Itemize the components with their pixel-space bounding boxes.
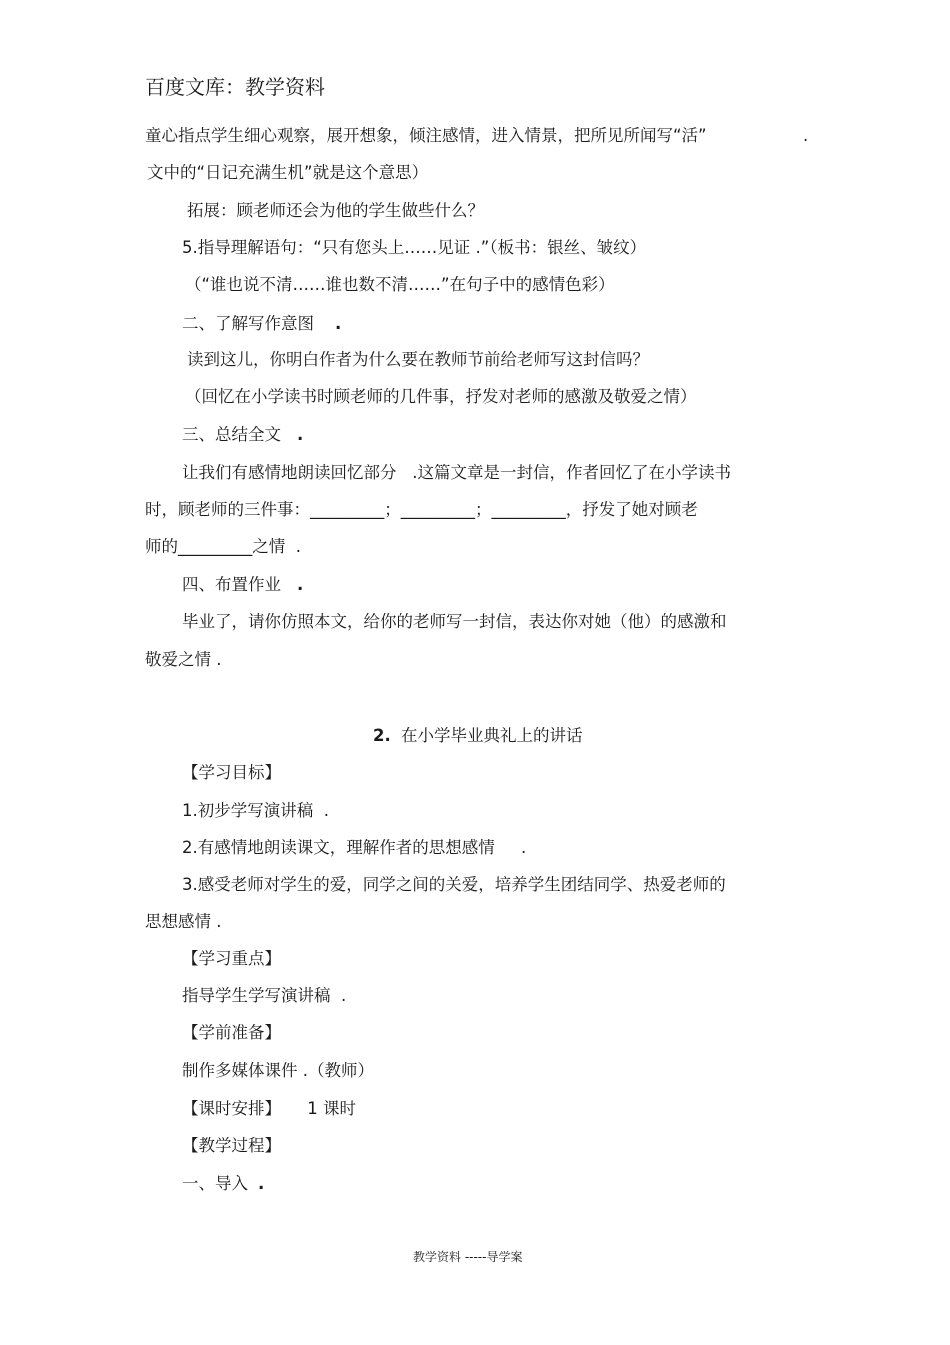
text-line: 【课时安排】 1 课时 — [182, 1099, 356, 1118]
text-line: 3.感受老师对学生的爱，同学之间的关爱，培养学生团结同学、热爱老师的 — [182, 875, 726, 894]
text-line-dot: . — [803, 126, 809, 145]
text-line: 1.初步学写演讲稿 . — [182, 801, 329, 820]
section-heading-dot: . — [297, 425, 304, 444]
section-label: 【教学过程】 — [182, 1136, 281, 1155]
text-line: 时，顾老师的三件事：_________；_________；_________，抒发了她对顾老 — [145, 500, 698, 519]
section-heading: 三、总结全文 — [182, 425, 281, 444]
text-line: 思想感情 . — [145, 912, 222, 931]
text-line: 文中的“日记充满生机”就是这个意思） — [147, 163, 429, 182]
text-line: （“谁也说不清……谁也数不清……”在句子中的感情色彩） — [185, 275, 615, 294]
text-line: 师的_________之情 . — [145, 537, 301, 556]
text-line: 5.指导理解语句：“只有您头上……见证 .”（板书：银丝、皱纹） — [182, 238, 647, 257]
text-line: （回忆在小学读书时顾老师的几件事，抒发对老师的感激及敬爱之情） — [185, 387, 697, 406]
text-line: 让我们有感情地朗读回忆部分 .这篇文章是一封信，作者回忆了在小学读书 — [182, 463, 731, 482]
page-footer: 教学资料 -----导学案 — [413, 1250, 523, 1264]
text-line: 毕业了，请你仿照本文，给你的老师写一封信，表达你对她（他）的感激和 — [182, 612, 727, 631]
text-line: 拓展：顾老师还会为他的学生做些什么？ — [187, 201, 484, 220]
lesson-title: 在小学毕业典礼上的讲话 — [401, 726, 583, 745]
text-line: 童心指点学生细心观察，展开想象，倾注感情，进入情景，把所见所闻写“活” — [145, 126, 707, 145]
section-heading-dot: . — [297, 575, 304, 594]
section-heading-dot: . — [335, 314, 342, 333]
section-label: 【学习目标】 — [182, 763, 281, 782]
text-line: 敬爱之情 . — [145, 650, 222, 669]
text-line: 制作多媒体课件 .（教师） — [182, 1061, 374, 1080]
section-heading: 一、导入 — [182, 1174, 248, 1193]
text-line: 读到这儿，你明白作者为什么要在教师节前给老师写这封信吗？ — [187, 350, 649, 369]
lesson-title-number: 2. — [373, 726, 391, 745]
section-heading: 四、布置作业 — [182, 575, 281, 594]
section-label: 【学习重点】 — [182, 949, 281, 968]
text-line: 指导学生学写演讲稿 . — [182, 986, 347, 1005]
text-line: 2.有感情地朗读课文，理解作者的思想感情 . — [182, 838, 527, 857]
section-label: 【学前准备】 — [182, 1023, 281, 1042]
section-heading: 二、了解写作意图 — [182, 314, 314, 333]
section-heading-dot: . — [258, 1174, 265, 1193]
page-header: 百度文库：教学资料 — [145, 75, 325, 99]
